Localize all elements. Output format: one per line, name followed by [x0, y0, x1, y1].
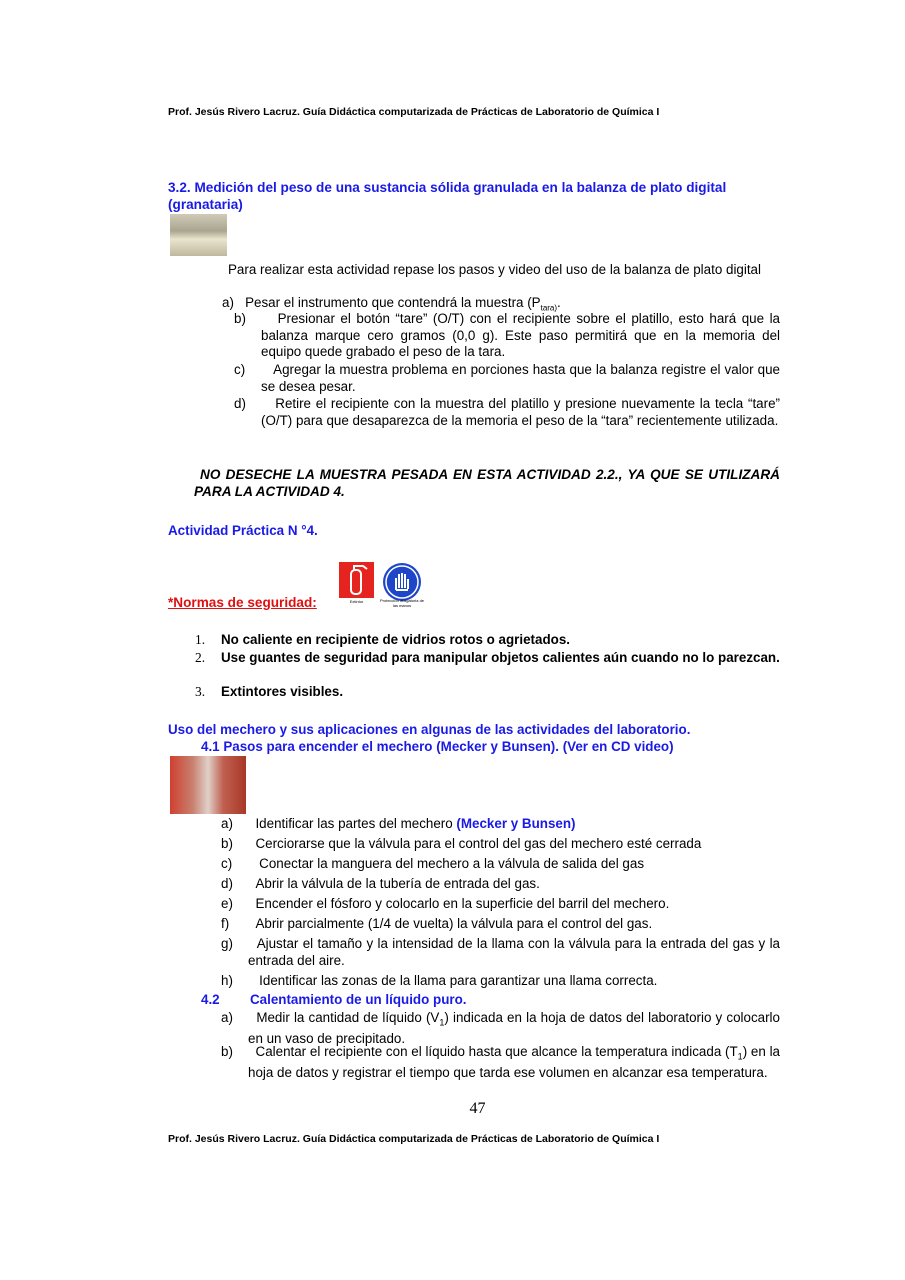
step-text: Abrir la válvula de la tubería de entrada del gas.: [255, 876, 540, 891]
burner-step: [221, 816, 780, 836]
fire-extinguisher-icon: [339, 562, 374, 598]
burner-step: [221, 876, 780, 896]
section-title: 3.2. Medición del peso de una sustancia sólida granulada en la balanza de plato digital (granataria): [168, 180, 727, 212]
burner-section-title: Uso del mechero y sus aplicaciones en algunas de las actividades del laboratorio.: [168, 722, 691, 737]
step-label: e): [221, 896, 233, 911]
safety-rule: [195, 684, 780, 701]
step-c: [234, 362, 780, 395]
step-text-end: ) indicada en la hoja de datos del laboratorio y colocarlo en un vaso de precipitado.: [248, 1010, 780, 1047]
gloves-caption: Protección obligatoria de las manos: [379, 598, 425, 608]
burner-steps-list: [221, 816, 780, 993]
step-label: a): [221, 1010, 233, 1025]
step-b: [234, 311, 780, 361]
balance-image: [170, 214, 227, 256]
subsection-4-2-title: Calentamiento de un líquido puro.: [250, 992, 467, 1007]
step-label: d): [221, 876, 233, 891]
subscript: 1: [737, 1051, 743, 1062]
step-d: [234, 396, 780, 429]
heating-step: [221, 1044, 780, 1082]
subsection-4-2-number: 4.2: [201, 992, 220, 1007]
step-text: Ajustar el tamaño y la intensidad de la llama con la válvula para la entrada del gas y la entrada del aire.: [248, 936, 780, 968]
rule-text: Extintores visibles.: [221, 684, 344, 699]
subsection-4-1-title: 4.1 Pasos para encender el mechero (Mecker y Bunsen). (Ver en CD video): [201, 739, 674, 754]
rule-text: Use guantes de seguridad para manipular objetos calientes aún cuando no lo parezcan.: [221, 650, 780, 665]
step-label: c): [234, 362, 246, 377]
step-text: Identificar las zonas de la llama para garantizar una llama correcta.: [259, 973, 658, 988]
burner-step: [221, 856, 780, 876]
step-text-end: .: [557, 295, 561, 310]
rule-number: 3.: [195, 684, 206, 699]
safety-rule: [195, 650, 780, 667]
subscript: tara): [540, 303, 558, 313]
heating-step: [221, 1010, 780, 1048]
intro-paragraph: Para realizar esta actividad repase los pasos y video del uso de la balanza de plato digital: [228, 262, 761, 277]
page-number: 47: [469, 1100, 486, 1117]
step-label: b): [221, 1044, 233, 1059]
gloves-required-icon: [383, 563, 421, 601]
step-label: a): [221, 816, 233, 831]
step-text: Presionar el botón “tare” (O/T) con el recipiente sobre el platillo, esto hará que la balanza marque cero gramos (0,0 g). Este paso permitirá que en la memoria del equipo quede grabado el peso de la tara.: [261, 311, 780, 359]
safety-title: *Normas de seguridad:: [168, 595, 317, 610]
step-text: Cerciorarse que la válvula para el control del gas del mechero esté cerrada: [255, 836, 702, 851]
subscript: 1: [439, 1017, 445, 1028]
burner-step: [221, 896, 780, 916]
burner-step: [221, 936, 780, 973]
step-text: Identificar las partes del mechero: [255, 816, 457, 831]
burner-image: [170, 756, 246, 814]
burner-step: [221, 836, 780, 856]
step-text: Encender el fósforo y colocarlo en la superficie del barril del mechero.: [255, 896, 670, 911]
burner-step: [221, 916, 780, 936]
step-text-bold: (Mecker y Bunsen): [456, 816, 576, 831]
step-label: d): [234, 396, 246, 411]
step-text: Calentar el recipiente con el líquido hasta que alcance la temperatura indicada (T: [255, 1044, 738, 1059]
activity-title: Actividad Práctica N °4.: [168, 523, 318, 538]
step-label: h): [221, 973, 233, 988]
step-label: c): [221, 856, 233, 871]
step-text: Pesar el instrumento que contendrá la muestra (P: [245, 295, 541, 310]
page-header: Prof. Jesús Rivero Lacruz. Guía Didáctica computarizada de Prácticas de Laboratorio de Química I: [168, 106, 660, 118]
extinguisher-caption: Extintor: [349, 599, 364, 604]
step-text-end: ) en la hoja de datos y registrar el tiempo que tarda ese volumen en alcanzar esa temperatura.: [248, 1044, 780, 1081]
step-text: Medir la cantidad de líquido (V: [256, 1010, 440, 1025]
rule-number: 2.: [195, 650, 206, 665]
warning-text: NO DESECHE LA MUESTRA PESADA EN ESTA ACTIVIDAD 2.2., YA QUE SE UTILIZARÁ PARA LA ACTIVIDAD 4.: [194, 467, 780, 499]
rule-text: No caliente en recipiente de vidrios rotos o agrietados.: [221, 632, 570, 647]
rule-number: 1.: [195, 632, 206, 647]
safety-rule: [195, 632, 780, 649]
page-footer: Prof. Jesús Rivero Lacruz. Guía Didáctica computarizada de Prácticas de Laboratorio de Química I: [168, 1133, 660, 1145]
step-text: Abrir parcialmente (1/4 de vuelta) la válvula para el control del gas.: [255, 916, 653, 931]
step-label: a): [222, 295, 234, 310]
step-label: b): [221, 836, 233, 851]
burner-step: [221, 973, 780, 993]
step-text: Retire el recipiente con la muestra del platillo y presione nuevamente la tecla “tare” (O/T) para que desaparezca de la memoria el peso de la “tara” recientemente utilizada.: [261, 396, 780, 428]
step-text: Agregar la muestra problema en porciones hasta que la balanza registre el valor que se desea pesar.: [261, 362, 780, 394]
step-label: g): [221, 936, 233, 951]
step-label: b): [234, 311, 246, 326]
step-text: Conectar la manguera del mechero a la válvula de salida del gas: [259, 856, 645, 871]
step-label: f): [221, 916, 230, 931]
